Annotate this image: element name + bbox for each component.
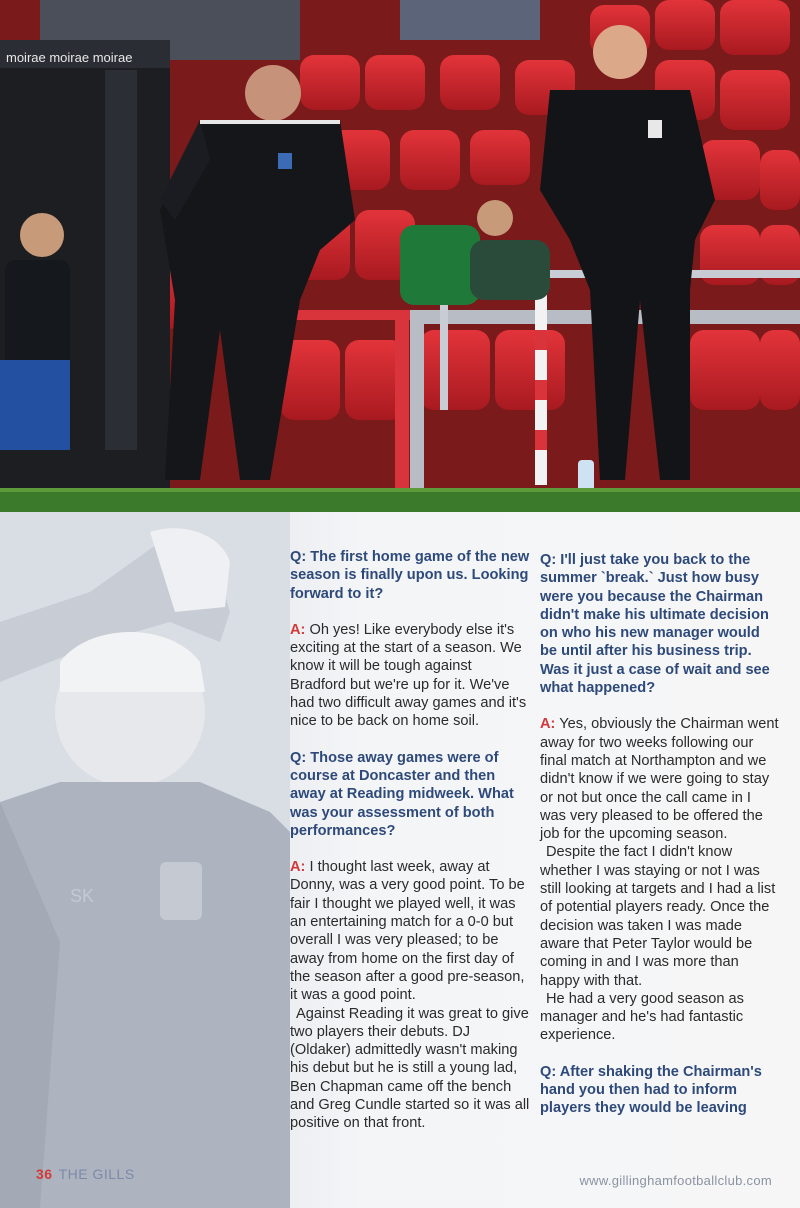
answer-label: A:	[540, 716, 556, 733]
article-column-1	[290, 548, 530, 1151]
question-1: Q: The first home game of the new season is finally upon us. Looking forward to it?	[290, 549, 530, 602]
faded-portrait-illustration	[0, 512, 290, 1208]
article-column-2	[540, 551, 780, 1136]
question-4: Q: After shaking the Chairman's hand you then had to inform players they would be leaving	[540, 1063, 762, 1117]
answer-2-continued: Against Reading it was great to give two players their debuts. DJ (Oldaker) admittedly wasn't making his debut but he is still a young lad, Ben Chapman came off the bench and Greg Cundle started so it was all positive on that front.	[290, 1005, 530, 1132]
answer-text: Yes, obviously the Chairman went away for two weeks following our final match at Northampton and we didn't know if we were going to stay or not but once the call came in I was very pleased to be offered the job for the upcoming season.	[540, 716, 779, 843]
question-2: Q: Those away games were of course at Doncaster and then away at Reading midweek. What was your assessment of both performances?	[290, 749, 514, 839]
answer-text: Oh yes! Like everybody else it's exciting at the start of a season. We know it will be tough against Bradford but we're up for it. We've had two difficult away games and it's nice to be back on home soil.	[290, 621, 527, 730]
faded-coach-portrait	[0, 512, 290, 1208]
answer-1	[290, 621, 530, 731]
answer-3	[540, 715, 780, 843]
answer-label: A:	[290, 621, 306, 638]
club-website-url: www.gillinghamfootballclub.com	[579, 1173, 772, 1188]
magazine-name: THE GILLS	[58, 1166, 135, 1182]
answer-3-continued-1: Despite the fact I didn't know whether I was staying or not I was still looking at targets and I had a list of potential players ready. Once the decision was taken I was made aware that Peter Taylor would be coming in and I was more than happy with that.	[540, 844, 776, 989]
question-3: Q: I'll just take you back to the summer `break.` Just how busy were you because the Chairman didn't make his ultimate decision on who his new manager would be until after his business trip. Was it just a case of wait and see what happened?	[540, 552, 770, 697]
svg-text:SK: SK	[70, 886, 95, 906]
answer-3-continued-2: He had a very good season as manager and he's had fantastic experience.	[540, 990, 744, 1044]
header-photo	[0, 0, 800, 512]
page-footer-left	[36, 1166, 135, 1182]
answer-text: I thought last week, away at Donny, was a very good point. To be fair I thought we played well, it was an entertaining match for a 0-0 but overall I was very pleased; to be away from home on the first day of the season after a good pre-season, it was a good point.	[290, 859, 525, 1004]
touchline-photo-illustration	[0, 0, 800, 512]
answer-label: A:	[290, 859, 306, 876]
page-number: 36	[36, 1166, 53, 1182]
answer-2	[290, 858, 530, 1004]
dugout-banner-text: moirae moirae moirae	[6, 50, 133, 65]
